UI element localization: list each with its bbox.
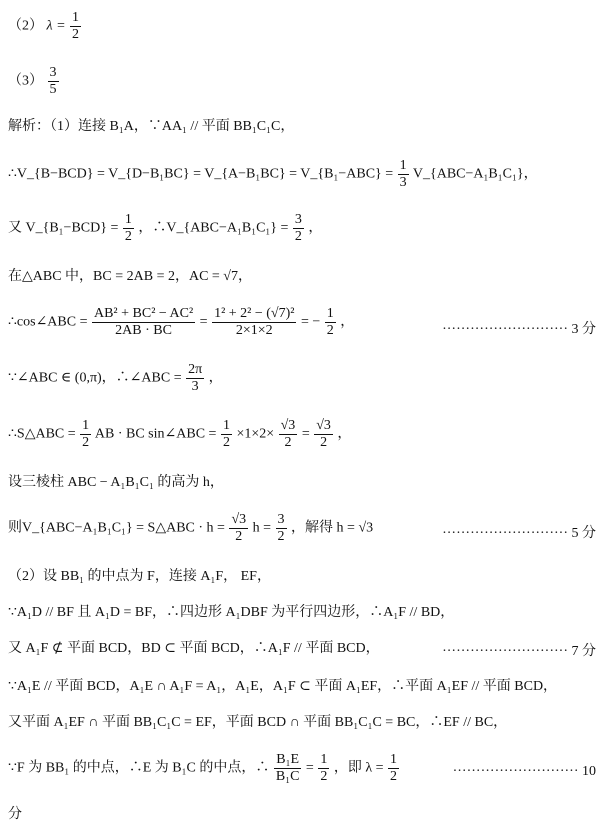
fraction: $\frac{√3}{2}$ — [231, 512, 247, 544]
solution-line-12: 又 A₁F ⊄ 平面 BCD，BD ⊂ 平面 BCD，∴A₁F // 平面 BCD， — [8, 641, 380, 656]
solution-line-1: 解析：（1）连接 B₁A，∵AA₁ // 平面 BB₁C₁C， — [8, 119, 295, 134]
answer-q2: （2） λ = $\frac{1}{2}$ — [8, 10, 80, 42]
fraction: $\frac{1}{2}$ — [326, 306, 334, 338]
fraction: $\frac{\text{AB² + BC² − AC²}}{2AB \cdot BC}$ — [93, 306, 194, 338]
score-marker-5: ··························· 5 分 — [442, 526, 596, 541]
solution-line-8: 设三棱柱 ABC − A₁B₁C₁ 的高为 h， — [8, 475, 224, 490]
fraction: $\frac{√3}{2}$ — [316, 418, 331, 450]
solution-line-9: 则V_{ABC−A₁B₁C₁} = S△ABC · h = $\frac{√3}{2}$ h = $\frac{3}{2}$ ，解得 h = √3 — [8, 512, 374, 544]
solution-line-3: 又 V_{B₁−BCD} = $\frac{1}{2}$ ，∴V_{ABC−A₁B₁C₁} = $\frac{3}{2}$ ， — [8, 212, 323, 244]
solution-line-13: ∵A₁E // 平面 BCD，A₁E ∩ A₁F = A₁，A₁E，A₁F ⊂ 平面 A₁EF，∴平面 A₁EF // 平面 BCD， — [8, 679, 558, 694]
solution-line-11: ∵A₁D // BF 且 A₁D = BF，∴四边形 A₁DBF 为平行四边形，∴A₁F // BD， — [8, 605, 455, 620]
fraction: $\frac{1}{2}$ — [320, 752, 328, 784]
fraction: $\frac{3}{2}$ — [294, 212, 302, 244]
solution-line-16: 分 — [8, 807, 22, 822]
solution-line-5: ∴cos∠ABC = $\frac{\text{AB² + BC² − AC²}}{2AB \cdot BC}$ = $\frac{\text{1² + 2² − (√7)²}}{2\times 1\times 2}$ = − $\frac{1}{2}$ ， — [8, 306, 355, 338]
fraction: $\frac{1}{2}$ — [72, 10, 80, 42]
solution-line-6: ∵∠ABC ∈ (0,π)，∴∠ABC = $\frac{2\pi}{3}$ ， — [8, 362, 223, 394]
fraction: $\frac{3}{2}$ — [277, 512, 285, 544]
fraction: $\frac{1}{2}$ — [222, 418, 230, 450]
fraction: $\frac{\text{B₁E}}{\text{B₁C}}$ — [275, 752, 300, 784]
fraction: $\frac{1}{2}$ — [390, 752, 398, 784]
fraction: $\frac{1}{2}$ — [124, 212, 132, 244]
score-marker-10: ··························· 10 — [452, 764, 596, 779]
score-marker-3: ··························· 3 分 — [442, 322, 596, 337]
solution-line-7: ∴S△ABC = $\frac{1}{2}$ AB · BC sin∠ABC = $\frac{1}{2}$ ×1×2× $\frac{√3}{2}$ = $\frac{√3}{2}$ ， — [8, 418, 352, 450]
fraction: $\frac{2\pi}{3}$ — [188, 362, 203, 394]
fraction: $\frac{1}{3}$ — [399, 158, 407, 190]
score-marker-7: ··························· 7 分 — [442, 644, 596, 659]
fraction: $\frac{1}{2}$ — [82, 418, 90, 450]
solution-line-14: 又平面 A₁EF ∩ 平面 BB₁C₁C = EF，平面 BCD ∩ 平面 BB₁C₁C = BC，∴EF // BC， — [8, 715, 508, 730]
fraction: $\frac{\text{1² + 2² − (√7)²}}{2\times 1\times 2}$ — [214, 306, 295, 338]
answer-q3: （3） $\frac{3}{5}$ — [8, 65, 57, 97]
fraction: $\frac{3}{5}$ — [49, 65, 57, 97]
solution-line-2: ∴V_{B−BCD} = V_{D−B₁BC} = V_{A−B₁BC} = V_{B₁−ABC} = $\frac{1}{3}$ V_{ABC−A₁B₁C₁}， — [8, 158, 538, 190]
fraction: $\frac{√3}{2}$ — [280, 418, 296, 450]
solution-line-15: ∵F 为 BB₁ 的中点，∴E 为 B₁C 的中点，∴ $\frac{\text{B₁E}}{\text{B₁C}}$ = $\frac{1}{2}$ ，即 λ = $\frac{1}{2}$ — [8, 752, 398, 784]
solution-line-10: （2）设 BB₁ 的中点为 F，连接 A₁F， EF， — [8, 569, 271, 584]
solution-line-4: 在△ABC 中，BC = 2AB = 2，AC = √7， — [8, 269, 252, 284]
